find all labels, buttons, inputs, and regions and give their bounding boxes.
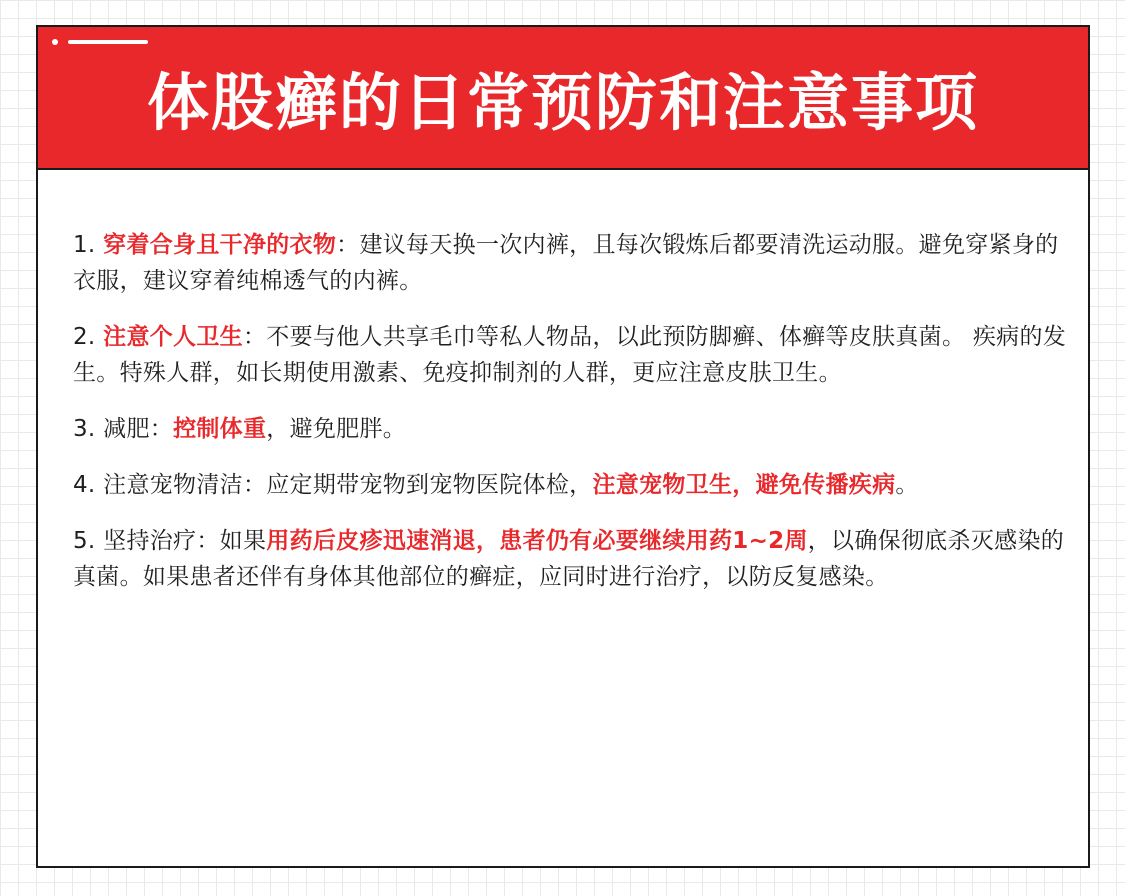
tip-highlight: 穿着合身且干净的衣物: [103, 232, 337, 258]
tip-prefix: 5. 坚持治疗：如果: [73, 528, 267, 554]
tip-highlight: 注意个人卫生: [103, 324, 243, 350]
tip-item-3: [73, 411, 1068, 447]
tip-prefix: 2.: [73, 324, 104, 350]
tip-body: ，以确保彻底杀灭感染的真菌。如果患者还伴有身体其他部位的癣症，应同时进行治疗，以防反复感染。: [73, 528, 1065, 590]
decorative-dot: [52, 39, 58, 45]
tip-body: ：不要与他人共享毛巾等私人物品，以此预防脚癣、体癣等皮肤真菌。 疾病的发生。特殊人群，如长期使用激素、免疫抑制剂的人群，更应注意皮肤卫生。: [73, 324, 1067, 386]
tip-item-1: [73, 227, 1068, 299]
tip-item-4: [73, 467, 1068, 503]
decorative-line: [68, 40, 148, 44]
tip-prefix: 3. 减肥：: [73, 416, 174, 442]
tip-prefix: 1.: [73, 232, 104, 258]
tips-list: [73, 227, 1068, 615]
tip-item-5: [73, 523, 1068, 595]
tip-body: ，避免肥胖。: [266, 416, 407, 442]
tip-highlight: 注意宠物卫生，避免传播疾病: [592, 472, 896, 498]
title-banner: [38, 27, 1088, 170]
tip-item-2: [73, 319, 1068, 391]
tip-highlight: 控制体重: [173, 416, 267, 442]
tips-card: [36, 25, 1090, 868]
tip-body: 。: [895, 472, 919, 498]
tip-prefix: 4. 注意宠物清洁：应定期带宠物到宠物医院体检，: [73, 472, 593, 498]
tip-body: ：建议每天换一次内裤，且每次锻炼后都要清洗运动服。避免穿紧身的衣服，建议穿着纯棉透气的内裤。: [73, 232, 1059, 294]
page-title: 体股癣的日常预防和注意事项: [146, 66, 979, 139]
tip-highlight: 用药后皮疹迅速消退，患者仍有必要继续用药1~2周: [266, 528, 808, 554]
